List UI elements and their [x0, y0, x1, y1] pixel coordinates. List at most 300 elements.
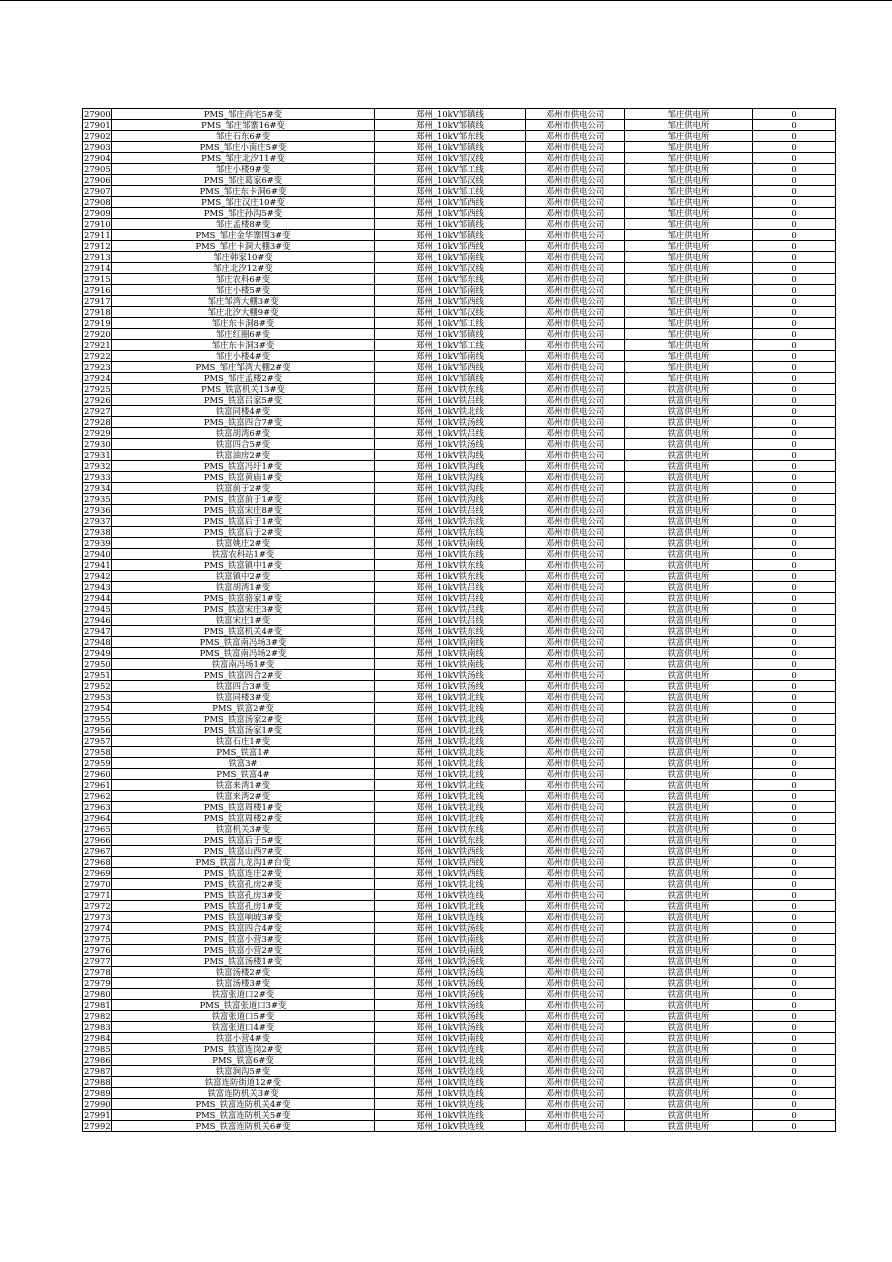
record-id-cell: 27909 — [84, 208, 111, 218]
value-cell: 0 — [753, 615, 836, 626]
station-name-cell: PMS_铁富后于2#变 — [112, 527, 375, 538]
value-cell: 0 — [753, 692, 836, 703]
value-cell: 0 — [753, 824, 836, 835]
record-id-cell: 27949 — [84, 648, 111, 658]
value-cell: 0 — [753, 219, 836, 230]
table-row — [83, 439, 836, 450]
feeder-line-cell: 郑州_10kV铁东线 — [375, 384, 526, 395]
value-cell: 0 — [753, 186, 836, 197]
feeder-line-cell: 郑州_10kV铁汤线 — [375, 978, 526, 989]
company-cell: 邓州市供电公司 — [526, 1044, 625, 1055]
station-name-cell: PMS_邹庄邹湾大棚2#变 — [112, 362, 375, 373]
station-name-cell: PMS_铁富汤家1#变 — [112, 725, 375, 736]
value-cell: 0 — [753, 384, 836, 395]
feeder-line-cell: 郑州_10kV铁吕线 — [375, 428, 526, 439]
feeder-line-cell: 郑州_10kV铁沟线 — [375, 472, 526, 483]
record-id-cell: 27946 — [84, 615, 111, 625]
company-cell: 邓州市供电公司 — [526, 384, 625, 395]
company-cell: 邓州市供电公司 — [526, 1033, 625, 1044]
supply-office-cell: 铁富供电所 — [625, 813, 753, 824]
company-cell: 邓州市供电公司 — [526, 692, 625, 703]
value-cell: 0 — [753, 373, 836, 384]
supply-office-cell: 铁富供电所 — [625, 692, 753, 703]
station-name-cell: PMS_铁富南冯场3#变 — [112, 637, 375, 648]
feeder-line-cell: 郑州_10kV铁西线 — [375, 868, 526, 879]
station-name-cell: PMS_铁富宋庄3#变 — [112, 604, 375, 615]
supply-office-cell: 铁富供电所 — [625, 593, 753, 604]
value-cell: 0 — [753, 813, 836, 824]
supply-office-cell: 铁富供电所 — [625, 604, 753, 615]
station-name-cell: PMS_铁富小营3#变 — [112, 934, 375, 945]
feeder-line-cell: 郑州_10kV铁连线 — [375, 1121, 526, 1132]
station-name-cell: 铁富农科站1#变 — [112, 549, 375, 560]
table-row — [83, 472, 836, 483]
record-id-cell: 27942 — [84, 571, 111, 581]
company-cell: 邓州市供电公司 — [526, 945, 625, 956]
table-row — [83, 1088, 836, 1099]
value-cell: 0 — [753, 120, 836, 131]
supply-office-cell: 铁富供电所 — [625, 450, 753, 461]
table-row — [83, 219, 836, 230]
table-row — [83, 494, 836, 505]
company-cell: 邓州市供电公司 — [526, 923, 625, 934]
table-row — [83, 417, 836, 428]
record-id-cell: 27908 — [84, 197, 111, 207]
table-row — [83, 824, 836, 835]
company-cell: 邓州市供电公司 — [526, 208, 625, 219]
feeder-line-cell: 郑州_10kV铁东线 — [375, 626, 526, 637]
feeder-line-cell: 郑州_10kV铁北线 — [375, 747, 526, 758]
record-id-cell: 27979 — [84, 978, 111, 988]
supply-office-cell: 铁富供电所 — [625, 1022, 753, 1033]
record-id-cell: 27906 — [84, 175, 111, 185]
value-cell: 0 — [753, 472, 836, 483]
table-row — [83, 945, 836, 956]
value-cell: 0 — [753, 230, 836, 241]
table-row — [83, 516, 836, 527]
record-id-cell: 27935 — [84, 494, 111, 504]
table-row — [83, 802, 836, 813]
value-cell: 0 — [753, 923, 836, 934]
table-row — [83, 1099, 836, 1110]
station-name-cell: PMS_邹庄尚宅5#变 — [112, 109, 375, 120]
supply-office-cell: 铁富供电所 — [625, 1044, 753, 1055]
company-cell: 邓州市供电公司 — [526, 1066, 625, 1077]
station-name-cell: PMS_铁富机关13#变 — [112, 384, 375, 395]
table-row — [83, 736, 836, 747]
feeder-line-cell: 郑州_10kV邹工线 — [375, 340, 526, 351]
table-row — [83, 659, 836, 670]
feeder-line-cell: 郑州_10kV铁汤线 — [375, 439, 526, 450]
table-row — [83, 890, 836, 901]
station-name-cell: PMS_铁富孔房1#变 — [112, 901, 375, 912]
record-id-cell: 27901 — [84, 120, 111, 130]
record-id-cell: 27959 — [84, 758, 111, 768]
feeder-line-cell: 郑州_10kV铁北线 — [375, 901, 526, 912]
value-cell: 0 — [753, 890, 836, 901]
record-id-cell: 27941 — [84, 560, 111, 570]
table-row — [83, 109, 836, 120]
station-name-cell: PMS_邹庄卡洞大棚3#变 — [112, 241, 375, 252]
record-id-cell: 27950 — [84, 659, 111, 669]
company-cell: 邓州市供电公司 — [526, 659, 625, 670]
value-cell: 0 — [753, 989, 836, 1000]
company-cell: 邓州市供电公司 — [526, 318, 625, 329]
value-cell: 0 — [753, 791, 836, 802]
station-name-cell: 铁富前于2#变 — [112, 483, 375, 494]
feeder-line-cell: 郑州_10kV铁北线 — [375, 703, 526, 714]
company-cell: 邓州市供电公司 — [526, 835, 625, 846]
record-id-cell: 27933 — [84, 472, 111, 482]
company-cell: 邓州市供电公司 — [526, 637, 625, 648]
table-row — [83, 934, 836, 945]
supply-office-cell: 铁富供电所 — [625, 934, 753, 945]
table-row — [83, 626, 836, 637]
company-cell: 邓州市供电公司 — [526, 527, 625, 538]
table-row — [83, 428, 836, 439]
value-cell: 0 — [753, 1055, 836, 1066]
table-row — [83, 769, 836, 780]
company-cell: 邓州市供电公司 — [526, 846, 625, 857]
value-cell: 0 — [753, 670, 836, 681]
station-name-cell: 铁富汤楼3#变 — [112, 978, 375, 989]
value-cell: 0 — [753, 461, 836, 472]
feeder-line-cell: 郑州_10kV邹西线 — [375, 296, 526, 307]
table-row — [83, 406, 836, 417]
record-id-cell: 27963 — [84, 802, 111, 812]
record-id-cell: 27971 — [84, 890, 111, 900]
station-name-cell: 铁富3# — [112, 758, 375, 769]
station-name-cell: PMS_铁富九龙沟1#台变 — [112, 857, 375, 868]
company-cell: 邓州市供电公司 — [526, 406, 625, 417]
record-id-cell: 27984 — [84, 1033, 111, 1043]
supply-office-cell: 铁富供电所 — [625, 1011, 753, 1022]
feeder-line-cell: 郑州_10kV铁连线 — [375, 1099, 526, 1110]
supply-office-cell: 铁富供电所 — [625, 582, 753, 593]
value-cell: 0 — [753, 1066, 836, 1077]
feeder-line-cell: 郑州_10kV邹南线 — [375, 351, 526, 362]
supply-office-cell: 铁富供电所 — [625, 714, 753, 725]
record-id-cell: 27947 — [84, 626, 111, 636]
record-id-cell: 27915 — [84, 274, 111, 284]
value-cell: 0 — [753, 846, 836, 857]
feeder-line-cell: 郑州_10kV邹西线 — [375, 241, 526, 252]
company-cell: 邓州市供电公司 — [526, 1077, 625, 1088]
table-row — [83, 615, 836, 626]
table-row — [83, 263, 836, 274]
feeder-line-cell: 郑州_10kV铁东线 — [375, 824, 526, 835]
supply-office-cell: 邹庄供电所 — [625, 208, 753, 219]
station-name-cell: PMS_铁富前于1#变 — [112, 494, 375, 505]
supply-office-cell: 铁富供电所 — [625, 494, 753, 505]
value-cell: 0 — [753, 659, 836, 670]
supply-office-cell: 铁富供电所 — [625, 912, 753, 923]
record-id-cell: 27927 — [84, 406, 111, 416]
feeder-line-cell: 郑州_10kV铁南线 — [375, 648, 526, 659]
station-name-cell: 铁富四合3#变 — [112, 681, 375, 692]
supply-office-cell: 铁富供电所 — [625, 736, 753, 747]
station-name-cell: 铁富小营4#变 — [112, 1033, 375, 1044]
supply-office-cell: 铁富供电所 — [625, 791, 753, 802]
supply-office-cell: 邹庄供电所 — [625, 164, 753, 175]
table-row — [83, 604, 836, 615]
feeder-line-cell: 郑州_10kV铁汤线 — [375, 989, 526, 1000]
station-name-cell: 邹庄北汐12#变 — [112, 263, 375, 274]
record-id-cell: 27976 — [84, 945, 111, 955]
feeder-line-cell: 郑州_10kV铁西线 — [375, 857, 526, 868]
value-cell: 0 — [753, 912, 836, 923]
feeder-line-cell: 郑州_10kV铁连线 — [375, 1110, 526, 1121]
feeder-line-cell: 郑州_10kV邹南线 — [375, 285, 526, 296]
table-row — [83, 296, 836, 307]
table-row — [83, 285, 836, 296]
value-cell: 0 — [753, 483, 836, 494]
feeder-line-cell: 郑州_10kV铁汤线 — [375, 956, 526, 967]
supply-office-cell: 铁富供电所 — [625, 384, 753, 395]
table-row — [83, 1121, 836, 1132]
feeder-line-cell: 郑州_10kV铁连线 — [375, 1088, 526, 1099]
value-cell: 0 — [753, 153, 836, 164]
value-cell: 0 — [753, 142, 836, 153]
station-name-cell: 铁富张道口4#变 — [112, 1022, 375, 1033]
company-cell: 邓州市供电公司 — [526, 120, 625, 131]
station-name-cell: PMS_邹庄葛家6#变 — [112, 175, 375, 186]
company-cell: 邓州市供电公司 — [526, 1121, 625, 1132]
record-id-cell: 27928 — [84, 417, 111, 427]
table-row — [83, 120, 836, 131]
station-name-cell: PMS_铁富响坡3#变 — [112, 912, 375, 923]
table-body — [83, 109, 836, 1132]
company-cell: 邓州市供电公司 — [526, 505, 625, 516]
station-name-cell: PMS_铁富四合2#变 — [112, 670, 375, 681]
station-name-cell: 邹庄石东6#变 — [112, 131, 375, 142]
company-cell: 邓州市供电公司 — [526, 802, 625, 813]
company-cell: 邓州市供电公司 — [526, 934, 625, 945]
table-row — [83, 1000, 836, 1011]
station-name-cell: PMS_邹庄孙沟5#变 — [112, 208, 375, 219]
company-cell: 邓州市供电公司 — [526, 142, 625, 153]
record-id-cell: 27924 — [84, 373, 111, 383]
company-cell: 邓州市供电公司 — [526, 296, 625, 307]
station-name-cell: PMS_铁富镇中1#变 — [112, 560, 375, 571]
supply-office-cell: 铁富供电所 — [625, 505, 753, 516]
company-cell: 邓州市供电公司 — [526, 890, 625, 901]
feeder-line-cell: 郑州_10kV邹工线 — [375, 318, 526, 329]
supply-office-cell: 铁富供电所 — [625, 747, 753, 758]
value-cell: 0 — [753, 296, 836, 307]
value-cell: 0 — [753, 945, 836, 956]
supply-office-cell: 邹庄供电所 — [625, 274, 753, 285]
company-cell: 邓州市供电公司 — [526, 186, 625, 197]
feeder-line-cell: 郑州_10kV邹镇线 — [375, 109, 526, 120]
supply-office-cell: 铁富供电所 — [625, 868, 753, 879]
table-row — [83, 791, 836, 802]
feeder-line-cell: 郑州_10kV铁南线 — [375, 934, 526, 945]
company-cell: 邓州市供电公司 — [526, 857, 625, 868]
supply-office-cell: 邹庄供电所 — [625, 318, 753, 329]
station-name-cell: PMS_铁富四合4#变 — [112, 923, 375, 934]
table-row — [83, 483, 836, 494]
company-cell: 邓州市供电公司 — [526, 153, 625, 164]
station-name-cell: PMS_铁富连庄2#变 — [112, 868, 375, 879]
company-cell: 邓州市供电公司 — [526, 758, 625, 769]
feeder-line-cell: 郑州_10kV铁东线 — [375, 549, 526, 560]
feeder-line-cell: 郑州_10kV铁汤线 — [375, 417, 526, 428]
company-cell: 邓州市供电公司 — [526, 824, 625, 835]
station-name-cell: PMS_铁富连岗2#变 — [112, 1044, 375, 1055]
station-name-cell: 铁富连防街道12#变 — [112, 1077, 375, 1088]
record-id-cell: 27910 — [84, 219, 111, 229]
feeder-line-cell: 郑州_10kV铁吕线 — [375, 582, 526, 593]
table-row — [83, 780, 836, 791]
company-cell: 邓州市供电公司 — [526, 197, 625, 208]
value-cell: 0 — [753, 549, 836, 560]
company-cell: 邓州市供电公司 — [526, 175, 625, 186]
table-row — [83, 230, 836, 241]
supply-office-cell: 铁富供电所 — [625, 725, 753, 736]
record-id-cell: 27992 — [84, 1121, 111, 1131]
value-cell: 0 — [753, 978, 836, 989]
table-row — [83, 1011, 836, 1022]
supply-office-cell: 铁富供电所 — [625, 461, 753, 472]
station-name-cell: 邹庄孟楼8#变 — [112, 219, 375, 230]
supply-office-cell: 铁富供电所 — [625, 439, 753, 450]
company-cell: 邓州市供电公司 — [526, 912, 625, 923]
table-row — [83, 527, 836, 538]
feeder-line-cell: 郑州_10kV铁吕线 — [375, 604, 526, 615]
supply-office-cell: 邹庄供电所 — [625, 153, 753, 164]
table-row — [83, 461, 836, 472]
company-cell: 邓州市供电公司 — [526, 703, 625, 714]
station-name-cell: PMS_铁富2#变 — [112, 703, 375, 714]
company-cell: 邓州市供电公司 — [526, 747, 625, 758]
supply-office-cell: 铁富供电所 — [625, 758, 753, 769]
supply-office-cell: 邹庄供电所 — [625, 329, 753, 340]
company-cell: 邓州市供电公司 — [526, 615, 625, 626]
company-cell: 邓州市供电公司 — [526, 373, 625, 384]
supply-office-cell: 铁富供电所 — [625, 516, 753, 527]
record-id-cell: 27900 — [84, 109, 111, 119]
value-cell: 0 — [753, 1044, 836, 1055]
station-name-cell: 铁富同楼3#变 — [112, 692, 375, 703]
company-cell: 邓州市供电公司 — [526, 1099, 625, 1110]
company-cell: 邓州市供电公司 — [526, 582, 625, 593]
feeder-line-cell: 郑州_10kV铁吕线 — [375, 615, 526, 626]
feeder-line-cell: 郑州_10kV邹汉线 — [375, 175, 526, 186]
table-row — [83, 978, 836, 989]
table-row — [83, 450, 836, 461]
transformer-table — [82, 108, 836, 1132]
record-id-cell: 27938 — [84, 527, 111, 537]
supply-office-cell: 铁富供电所 — [625, 1110, 753, 1121]
station-name-cell: 铁富涧沟5#变 — [112, 1066, 375, 1077]
record-id-cell: 27939 — [84, 538, 111, 548]
table-row — [83, 175, 836, 186]
record-id-cell: 27902 — [84, 131, 111, 141]
company-cell: 邓州市供电公司 — [526, 604, 625, 615]
record-id-cell: 27912 — [84, 241, 111, 251]
feeder-line-cell: 郑州_10kV铁南线 — [375, 538, 526, 549]
value-cell: 0 — [753, 329, 836, 340]
company-cell: 邓州市供电公司 — [526, 483, 625, 494]
table-row — [83, 384, 836, 395]
supply-office-cell: 邹庄供电所 — [625, 307, 753, 318]
record-id-cell: 27960 — [84, 769, 111, 779]
supply-office-cell: 铁富供电所 — [625, 1099, 753, 1110]
supply-office-cell: 邹庄供电所 — [625, 241, 753, 252]
table-row — [83, 681, 836, 692]
station-name-cell: PMS_铁富孔房3#变 — [112, 890, 375, 901]
page-top-rule — [0, 0, 892, 1]
table-row — [83, 923, 836, 934]
value-cell: 0 — [753, 934, 836, 945]
supply-office-cell: 邹庄供电所 — [625, 373, 753, 384]
company-cell: 邓州市供电公司 — [526, 461, 625, 472]
record-id-cell: 27986 — [84, 1055, 111, 1065]
table-row — [83, 1066, 836, 1077]
table-row — [83, 912, 836, 923]
supply-office-cell: 铁富供电所 — [625, 670, 753, 681]
feeder-line-cell: 郑州_10kV铁沟线 — [375, 494, 526, 505]
value-cell: 0 — [753, 857, 836, 868]
station-name-cell: PMS_铁富1# — [112, 747, 375, 758]
company-cell: 邓州市供电公司 — [526, 417, 625, 428]
value-cell: 0 — [753, 780, 836, 791]
record-id-cell: 27905 — [84, 164, 111, 174]
station-name-cell: 铁富姚庄2#变 — [112, 538, 375, 549]
table-row — [83, 373, 836, 384]
feeder-line-cell: 郑州_10kV铁东线 — [375, 571, 526, 582]
value-cell: 0 — [753, 571, 836, 582]
station-name-cell: PMS_铁富骆家1#变 — [112, 593, 375, 604]
value-cell: 0 — [753, 1121, 836, 1132]
table-row — [83, 340, 836, 351]
feeder-line-cell: 郑州_10kV邹汉线 — [375, 307, 526, 318]
table-row — [83, 593, 836, 604]
table-row — [83, 868, 836, 879]
record-id-cell: 27936 — [84, 505, 111, 515]
company-cell: 邓州市供电公司 — [526, 439, 625, 450]
value-cell: 0 — [753, 593, 836, 604]
company-cell: 邓州市供电公司 — [526, 868, 625, 879]
supply-office-cell: 铁富供电所 — [625, 472, 753, 483]
company-cell: 邓州市供电公司 — [526, 1110, 625, 1121]
station-name-cell: 铁富油房2#变 — [112, 450, 375, 461]
company-cell: 邓州市供电公司 — [526, 472, 625, 483]
station-name-cell: PMS_铁富汤家2#变 — [112, 714, 375, 725]
record-id-cell: 27968 — [84, 857, 111, 867]
feeder-line-cell: 郑州_10kV邹西线 — [375, 197, 526, 208]
record-id-cell: 27974 — [84, 923, 111, 933]
feeder-line-cell: 郑州_10kV铁南线 — [375, 1033, 526, 1044]
station-name-cell: PMS_铁富周楼2#变 — [112, 813, 375, 824]
table-row — [83, 329, 836, 340]
station-name-cell: 铁富石庄1#变 — [112, 736, 375, 747]
company-cell: 邓州市供电公司 — [526, 362, 625, 373]
supply-office-cell: 铁富供电所 — [625, 901, 753, 912]
record-id-cell: 27990 — [84, 1099, 111, 1109]
feeder-line-cell: 郑州_10kV铁汤线 — [375, 1000, 526, 1011]
feeder-line-cell: 郑州_10kV铁北线 — [375, 791, 526, 802]
value-cell: 0 — [753, 604, 836, 615]
record-id-cell: 27913 — [84, 252, 111, 262]
feeder-line-cell: 郑州_10kV邹汉线 — [375, 153, 526, 164]
record-id-cell: 27953 — [84, 692, 111, 702]
value-cell: 0 — [753, 637, 836, 648]
feeder-line-cell: 郑州_10kV邹工线 — [375, 164, 526, 175]
record-id-cell: 27980 — [84, 989, 111, 999]
value-cell: 0 — [753, 769, 836, 780]
